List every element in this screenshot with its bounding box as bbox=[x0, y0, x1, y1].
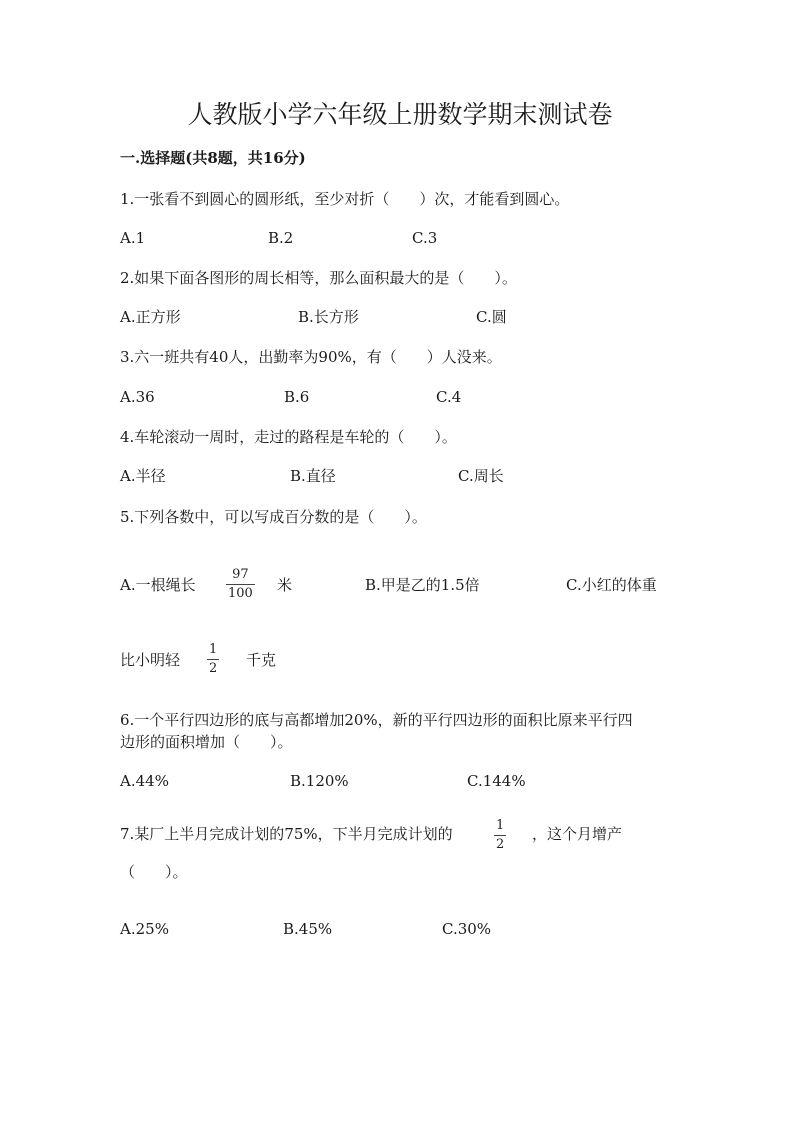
q3-option-b[interactable]: B.6 bbox=[284, 388, 310, 406]
question-4-text: 4.车轮滚动一周时，走过的路程是车轮的（ ）。 bbox=[120, 428, 457, 446]
question-1-text: 1.一张看不到圆心的圆形纸，至少对折（ ）次，才能看到圆心。 bbox=[120, 190, 570, 208]
fraction-bar bbox=[226, 584, 255, 585]
fraction-numerator: 97 bbox=[232, 567, 249, 582]
fraction-bar bbox=[207, 659, 219, 660]
question-5-text: 5.下列各数中，可以写成百分数的是（ ）。 bbox=[120, 508, 427, 526]
q7-option-a[interactable]: A.25% bbox=[120, 920, 169, 938]
q6-option-c[interactable]: C.144% bbox=[467, 772, 526, 790]
q2-option-a[interactable]: A.正方形 bbox=[120, 308, 181, 326]
q5-option-c-continuation: 比小明轻 bbox=[120, 651, 181, 669]
q1-option-a[interactable]: A.1 bbox=[120, 229, 146, 247]
page-title: 人教版小学六年级上册数学期末测试卷 bbox=[187, 100, 613, 129]
question-2-text: 2.如果下面各图形的周长相等，那么面积最大的是（ ）。 bbox=[120, 269, 517, 287]
fraction-denominator: 2 bbox=[496, 837, 505, 852]
q7-option-c[interactable]: C.30% bbox=[442, 920, 492, 938]
question-7-text-suffix: ，这个月增产 bbox=[532, 825, 623, 843]
q7-option-b[interactable]: B.45% bbox=[283, 920, 333, 938]
question-6-text-line1: 6.一个平行四边形的底与高都增加20%，新的平行四边形的面积比原来平行四 bbox=[120, 711, 633, 729]
fraction-bar bbox=[494, 835, 506, 836]
q7-fraction bbox=[494, 818, 506, 853]
q4-option-a[interactable]: A.半径 bbox=[120, 467, 166, 485]
q1-option-b[interactable]: B.2 bbox=[268, 229, 294, 247]
fraction-numerator: 1 bbox=[496, 818, 505, 833]
q3-option-a[interactable]: A.36 bbox=[120, 388, 155, 406]
question-6-text-line2: 边形的面积增加（ ）。 bbox=[120, 733, 293, 751]
fraction-numerator: 1 bbox=[209, 642, 218, 657]
question-7-text-prefix: 7.某厂上半月完成计划的75%，下半月完成计划的 bbox=[120, 825, 453, 843]
question-7-text-line2: （ ）。 bbox=[120, 863, 188, 881]
q2-option-c[interactable]: C.圆 bbox=[476, 308, 507, 326]
q5-option-c-suffix: 千克 bbox=[246, 651, 277, 669]
q5-option-a-prefix[interactable]: A.一根绳长 bbox=[120, 576, 196, 594]
q5-option-a-fraction bbox=[226, 567, 255, 602]
q3-option-c[interactable]: C.4 bbox=[436, 388, 462, 406]
q5-option-a-suffix: 米 bbox=[277, 576, 293, 594]
q4-option-c[interactable]: C.周长 bbox=[458, 467, 504, 485]
q1-option-c[interactable]: C.3 bbox=[412, 229, 438, 247]
q4-option-b[interactable]: B.直径 bbox=[290, 467, 336, 485]
q5-option-c-fraction bbox=[207, 642, 219, 677]
section-heading: 一.选择题(共8题，共16分) bbox=[120, 149, 306, 167]
q6-option-a[interactable]: A.44% bbox=[120, 772, 169, 790]
q2-option-b[interactable]: B.长方形 bbox=[298, 308, 359, 326]
q5-option-c-prefix[interactable]: C.小红的体重 bbox=[566, 576, 657, 594]
q6-option-b[interactable]: B.120% bbox=[290, 772, 349, 790]
question-3-text: 3.六一班共有40人，出勤率为90%，有（ ）人没来。 bbox=[120, 348, 502, 366]
fraction-denominator: 100 bbox=[228, 586, 253, 601]
q5-option-b[interactable]: B.甲是乙的1.5倍 bbox=[365, 576, 480, 594]
fraction-denominator: 2 bbox=[209, 661, 218, 676]
